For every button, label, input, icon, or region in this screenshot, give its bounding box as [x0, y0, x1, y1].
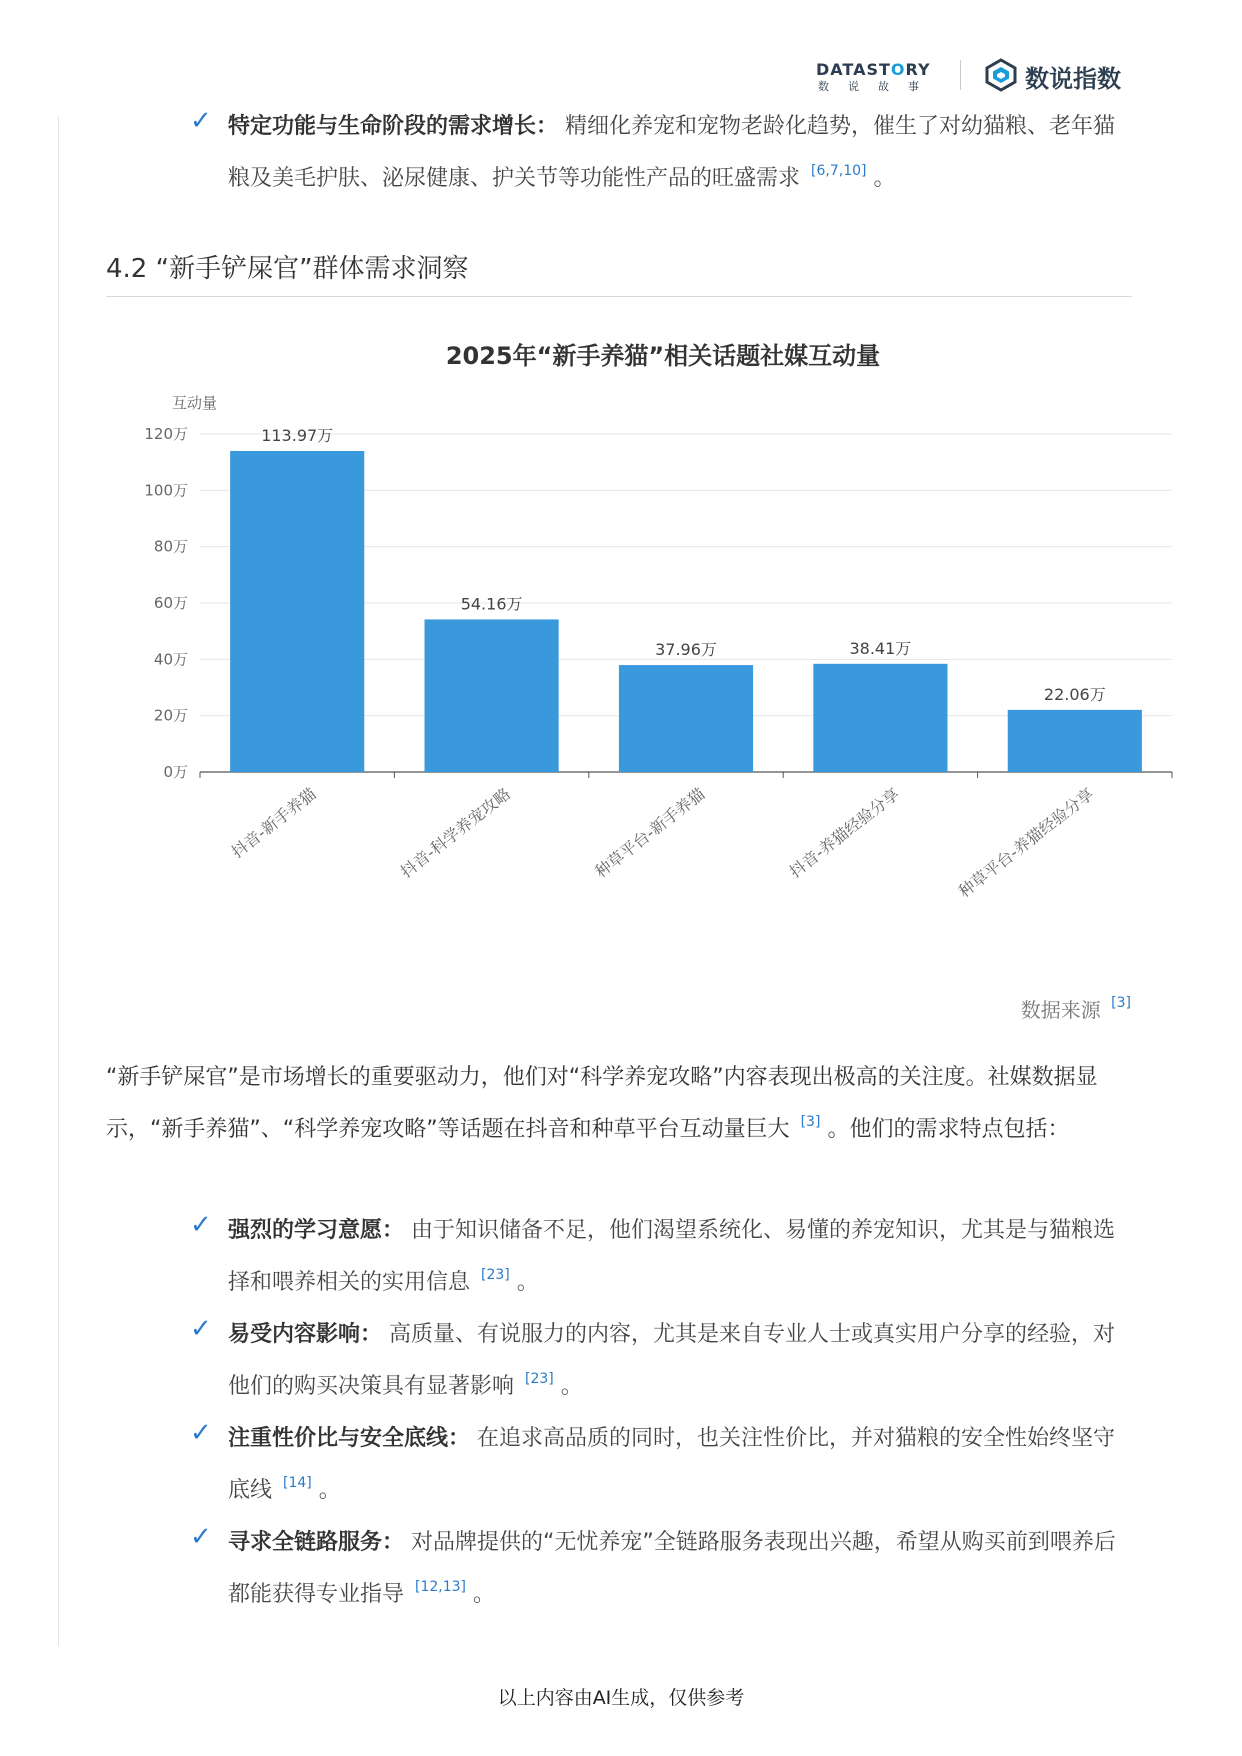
- y-tick-label: 60万: [153, 594, 188, 612]
- citation-link[interactable]: [14]: [283, 1475, 312, 1491]
- citation-link[interactable]: [6,7,10]: [811, 163, 867, 179]
- check-icon: ✓: [190, 1418, 212, 1448]
- brand-logo: [812, 52, 1137, 98]
- list-item-body: 高质量、有说服力的内容，尤其是来自专业人士或真实用户分享的经验，对他们的购买决策具有显著影响: [228, 1322, 1116, 1399]
- list-item-body: 对品牌提供的“无忧养宠”全链路服务表现出兴趣，希望从购买前到喂养后都能获得专业指导: [228, 1530, 1116, 1607]
- brand-name: 数说指数: [1025, 65, 1121, 93]
- check-icon: ✓: [190, 1210, 212, 1240]
- list-item: [190, 1416, 1130, 1513]
- body-paragraph: [106, 1056, 1136, 1152]
- paragraph-end: 。他们的需求特点包括：: [827, 1117, 1070, 1142]
- list-item-body: 由于知识储备不足，他们渴望系统化、易懂的养宠知识，尤其是与猫粮选择和喂养相关的实用信息: [228, 1218, 1116, 1295]
- y-axis-label: 互动量: [172, 394, 218, 412]
- y-tick-label: 80万: [153, 537, 188, 556]
- citation-link[interactable]: [3]: [1111, 995, 1131, 1011]
- citation-link[interactable]: [23]: [481, 1267, 510, 1283]
- check-icon: ✓: [190, 1314, 212, 1344]
- x-tick-label: 抖音-科学养宠攻略: [396, 784, 515, 882]
- x-tick-label: 种草平台-养猫经验分享: [954, 784, 1098, 902]
- list-item: [190, 1312, 1130, 1409]
- citation-link[interactable]: [3]: [800, 1114, 821, 1130]
- citation-link[interactable]: [12,13]: [415, 1579, 467, 1595]
- list-item-end: 。: [318, 1478, 341, 1503]
- list-item-title: 强烈的学习意愿：: [228, 1218, 405, 1243]
- paragraph-text: “新手铲屎官”是市场增长的重要驱动力，他们对“科学养宠攻略”内容表现出极高的关注度。社媒数据显示，“新手养猫”、“科学养宠攻略”等话题在抖音和种草平台互动量巨大: [106, 1065, 1098, 1142]
- chart-title: 2025年“新手养猫”相关话题社媒互动量: [445, 342, 881, 370]
- ai-disclaimer: 以上内容由AI生成，仅供参考: [497, 1687, 745, 1709]
- y-tick-label: 20万: [153, 706, 188, 725]
- list-item-body: 在追求高品质的同时，也关注性价比，并对猫粮的安全性始终坚守底线: [228, 1426, 1116, 1503]
- x-tick-label: 抖音-养猫经验分享: [785, 784, 903, 882]
- list-item-title: 特定功能与生命阶段的需求增长：: [228, 114, 559, 139]
- x-tick-label: 种草平台-新手养猫: [591, 784, 709, 882]
- bar: [230, 451, 364, 772]
- list-item-end: 。: [473, 1582, 496, 1607]
- x-tick-label: 抖音-新手养猫: [227, 784, 320, 862]
- list-item-text: [228, 1312, 1130, 1409]
- list-item-title: 寻求全链路服务：: [228, 1530, 405, 1555]
- bar: [1008, 710, 1142, 772]
- data-source: [1021, 994, 1131, 1023]
- brand-subtitle: 数说故事: [818, 80, 938, 93]
- citation-link[interactable]: [23]: [525, 1371, 554, 1387]
- data-label: 54.16万: [460, 594, 523, 614]
- y-tick-label: 120万: [144, 425, 188, 443]
- check-icon: ✓: [190, 1522, 212, 1552]
- bar-chart: [0, 320, 1242, 940]
- data-label: 37.96万: [655, 640, 717, 660]
- list-item-title: 易受内容影响：: [228, 1322, 383, 1347]
- list-item: [190, 104, 1130, 201]
- list-item-text: [228, 1520, 1130, 1617]
- y-tick-label: 40万: [153, 650, 188, 669]
- section-heading: 4.2 “新手铲屎官”群体需求洞察: [106, 254, 469, 284]
- data-source-label: 数据来源: [1020, 998, 1101, 1022]
- y-tick-label: 100万: [144, 481, 188, 500]
- logo-divider: [960, 60, 961, 90]
- list-item: [190, 1520, 1130, 1617]
- list-item-body: 精细化养宠和宠物老龄化趋势，催生了对幼猫粮、老年猫粮及美毛护肤、泌尿健康、护关节等功能性产品的旺盛需求: [228, 114, 1116, 191]
- list-item-end: 。: [516, 1270, 539, 1295]
- list-item-title: 注重性价比与安全底线：: [228, 1426, 471, 1451]
- list-item-end: 。: [873, 166, 896, 191]
- chart-svg: [0, 320, 1242, 940]
- list-item-text: [228, 1208, 1130, 1305]
- y-tick-label: 0万: [163, 763, 188, 781]
- data-label: 38.41万: [849, 638, 912, 658]
- bar: [619, 665, 753, 772]
- bar: [813, 664, 947, 772]
- datastory-logo-icon: [984, 58, 1018, 92]
- bar: [425, 619, 559, 772]
- list-item-text: [228, 104, 1130, 201]
- list-item: [190, 1208, 1130, 1305]
- list-item-end: 。: [560, 1374, 583, 1399]
- check-icon: ✓: [190, 106, 212, 136]
- list-item-text: [228, 1416, 1130, 1513]
- data-label: 113.97万: [261, 425, 334, 445]
- brand-wordmark: DATASTORY: [816, 60, 931, 79]
- data-label: 22.06万: [1043, 684, 1106, 704]
- heading-divider: [106, 296, 1132, 297]
